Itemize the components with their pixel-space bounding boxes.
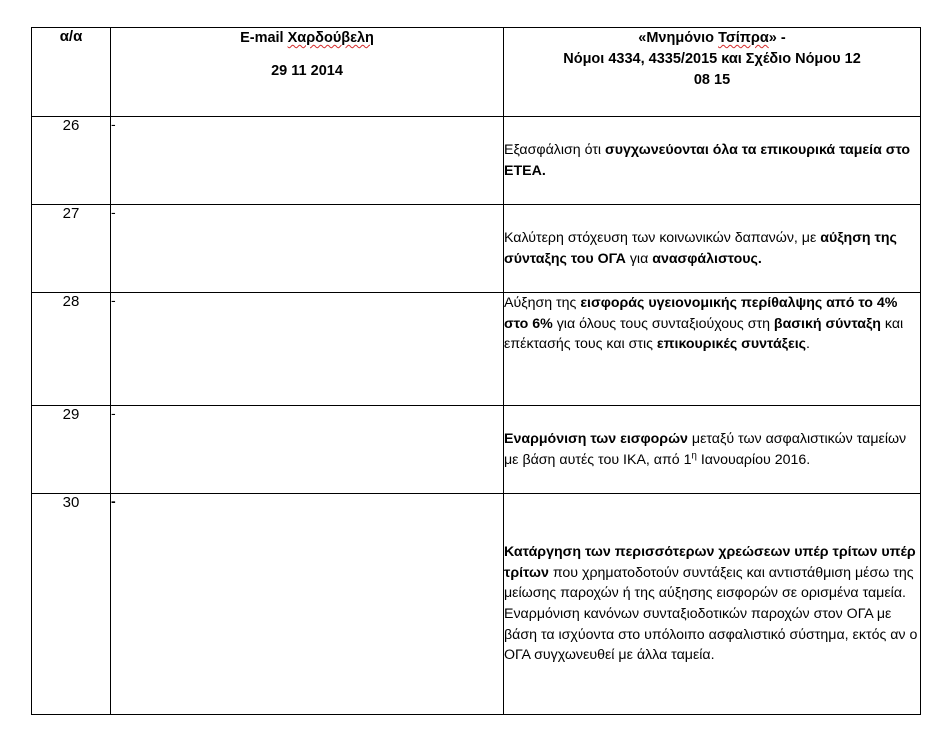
row-memo-cell [504,494,921,715]
row-email-cell: - [111,293,504,406]
memo-paragraph: Εναρμόνιση των εισφορών μεταξύ των ασφαλιστικών ταμείων με βάση αυτές του ΙΚΑ, από $1^\eta$ Ιανουαρίου 2016. [504,430,907,468]
emphasis-text: επικουρικές συντάξεις [656,336,807,353]
memo-paragraph: Εναρμόνιση κανόνων συνταξιοδοτικών παροχών στον ΟΓΑ με βάση τα ισχύοντα στο υπόλοιπο ασφαλιστικό σύστημα, εκτός αν ο ΟΓΑ συγχωνευθεί με άλλα ταμεία. [504,606,918,664]
header-cell-email [111,28,504,117]
table-row [32,117,921,205]
row-index: 29 [32,406,111,494]
table-header-row [32,28,921,117]
comparison-table [31,27,921,715]
row-memo-cell [504,406,921,494]
emphasis-text: Κατάργηση των περισσότερων χρεώσεων υπέρ τρίτων υπέρ τρίτων [504,543,916,581]
row-index: 30 [32,494,111,715]
header-email-date: 29 11 2014 [271,63,343,80]
header-memo-line1 [504,28,920,49]
emphasis-text: Εναρμόνιση των εισφορών [504,430,692,447]
header-memo-line3: 08 15 [693,72,731,89]
row-index: 26 [32,117,111,205]
memo-paragraph: Καλύτερη στόχευση των κοινωνικών δαπανών, με αύξηση της σύνταξης του ΟΓΑ για ανασφάλιστους. [504,229,897,267]
row-email-cell: - [111,406,504,494]
row-memo-cell [504,117,921,205]
emphasis-text: εισφοράς υγειονομικής περίθαλψης από το 4% στο 6% [504,295,898,332]
memo-paragraph: Αύξηση της εισφοράς υγειονομικής περίθαλψης από το 4% στο 6% για όλους τους συνταξιούχους στη βασική σύνταξη και επέκτασής τους και στις επικουρικές συντάξεις. [504,295,904,353]
emphasis-text: βασική σύνταξη [773,315,885,332]
emphasis-text: αύξηση της σύνταξης του ΟΓΑ [504,229,897,267]
table-row [32,406,921,494]
row-email-cell: - [111,494,504,715]
header-email-spacer [111,49,503,61]
header-email-line1 [111,28,503,49]
row-memo-cell [504,205,921,293]
table-row [32,494,921,715]
header-cell-memorandum [504,28,921,117]
row-index: 28 [32,293,111,406]
header-email-label: E-mail [240,30,288,46]
row-index: 27 [32,205,111,293]
table-row [32,205,921,293]
row-email-cell: - [111,205,504,293]
superscript-ordinal: η [691,449,697,461]
memo-paragraph: Εξασφάλιση ότι συγχωνεύονται όλα τα επικουρικά ταμεία στο ΕΤΕΑ. [504,141,911,179]
header-email-name-misspelled: Χαρδούβελη [287,30,374,46]
memo-paragraph: Κατάργηση των περισσότερων χρεώσεων υπέρ τρίτων υπέρ τρίτων που χρηματοδοτούν συντάξεις και αντιστάθμιση μέσω της μείωσης παροχών ή της αύξησης εισφορών σε ορισμένα ταμεία. [504,543,916,602]
row-email-cell: - [111,117,504,205]
header-memo-line2: Νόμοι 4334, 4335/2015 και Σχέδιο Νόμου 12 [563,51,861,68]
header-memo-open-quote: «Μνημόνιο [638,30,719,46]
header-memo-name-misspelled: Τσίπρα [718,30,769,46]
header-memo-close-quote: » - [768,30,786,46]
header-cell-index: α/α [32,28,111,117]
emphasis-text: ανασφάλιστους. [652,250,762,267]
row-memo-cell [504,293,921,406]
table-row [32,293,921,406]
table-body [32,28,921,715]
emphasis-text: συγχωνεύονται όλα τα επικουρικά ταμεία στο ΕΤΕΑ. [504,141,911,179]
